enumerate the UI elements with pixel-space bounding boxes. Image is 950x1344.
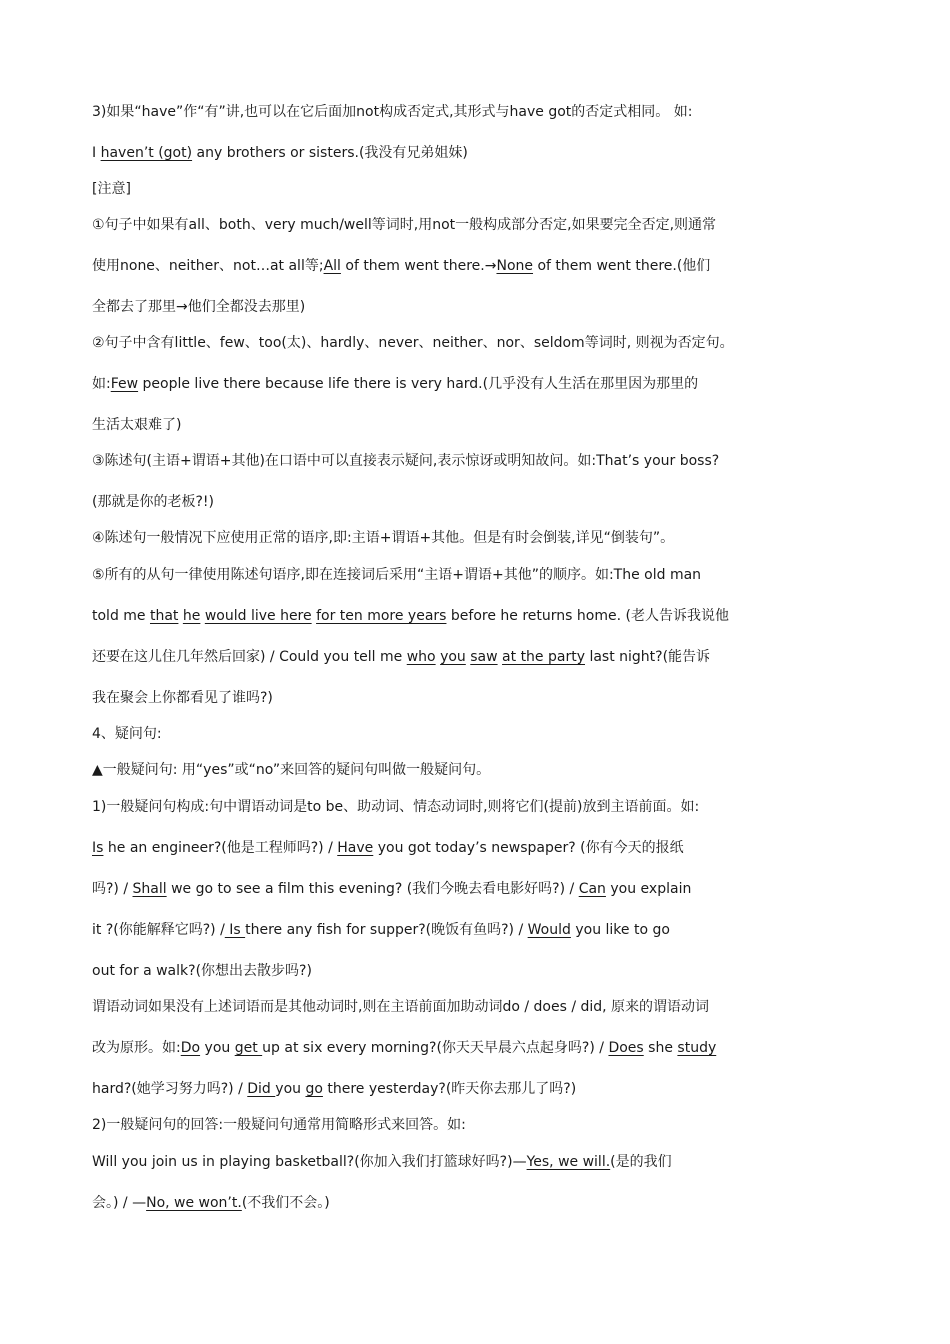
text-line: [注意] [92,181,131,197]
text-line: Is he an engineer?(他是工程师吗?) / Have you got today’s newspaper? (你有今天的报纸 [92,840,684,856]
text-line: told me that he would live here for ten more years before he returns home. (老人告诉我说他 [92,608,729,624]
text-line: Will you join us in playing basketball?(你加入我们打篮球好吗?)—Yes, we will.(是的我们 [92,1154,672,1170]
text-line: 如:Few people live there because life there is very hard.(几乎没有人生活在那里因为那里的 [92,376,699,392]
text-line: 吗?) / Shall we go to see a film this evening? (我们今晚去看电影好吗?) / Can you explain [92,881,692,897]
text-line: 3)如果“have”作“有”讲,也可以在它后面加not构成否定式,其形式与have got的否定式相同。 如: [92,104,693,120]
text-line: 还要在这儿住几年然后回家) / Could you tell me who you saw at the party last night?(能告诉 [92,649,711,665]
text-line: 改为原形。如:Do you get up at six every morning?(你天天早晨六点起身吗?) / Does she study [92,1040,717,1056]
text-line: ④陈述句一般情况下应使用正常的语序,即:主语+谓语+其他。但是有时会倒装,详见“倒装句”。 [92,530,675,546]
text-line: 我在聚会上你都看见了谁吗?) [92,690,273,706]
text-line: ③陈述句(主语+谓语+其他)在口语中可以直接表示疑问,表示惊讶或明知故问。如:That’s your boss? [92,453,720,469]
text-line: hard?(她学习努力吗?) / Did you go there yesterday?(昨天你去那儿了吗?) [92,1081,577,1097]
text-line: 会。) / —No, we won’t.(不我们不会。) [92,1195,330,1211]
text-line: 谓语动词如果没有上述词语而是其他动词时,则在主语前面加助动词do / does / did, 原来的谓语动词 [92,999,710,1015]
text-line: 使用none、neither、not…at all等;All of them went there.→None of them went there.(他们 [92,258,711,274]
text-line: it ?(你能解释它吗?) / Is there any fish for supper?(晚饭有鱼吗?) / Would you like to go [92,922,670,938]
text-line: ▲一般疑问句: 用“yes”或“no”来回答的疑问句叫做一般疑问句。 [92,762,491,778]
text-line: ①句子中如果有all、both、very much/well等词时,用not一般构成部分否定,如果要完全否定,则通常 [92,217,717,233]
section-heading: 4、疑问句: [92,726,162,742]
text-line: 生活太艰难了) [92,417,182,433]
text-line: (那就是你的老板?!) [92,494,214,510]
text-line: I haven’t (got) any brothers or sisters.(我没有兄弟姐妹) [92,145,468,161]
text-line: out for a walk?(你想出去散步吗?) [92,963,312,979]
text-line: ②句子中含有little、few、too(太)、hardly、never、neither、nor、seldom等词时, 则视为否定句。 [92,335,734,351]
text-line: 全都去了那里→他们全都没去那里) [92,299,306,315]
text-line: 1)一般疑问句构成:句中谓语动词是to be、助动词、情态动词时,则将它们(提前)放到主语前面。如: [92,799,700,815]
text-line: 2)一般疑问句的回答:一般疑问句通常用简略形式来回答。如: [92,1117,466,1133]
text-line: ⑤所有的从句一律使用陈述句语序,即在连接词后采用“主语+谓语+其他”的顺序。如:The old man [92,567,702,583]
